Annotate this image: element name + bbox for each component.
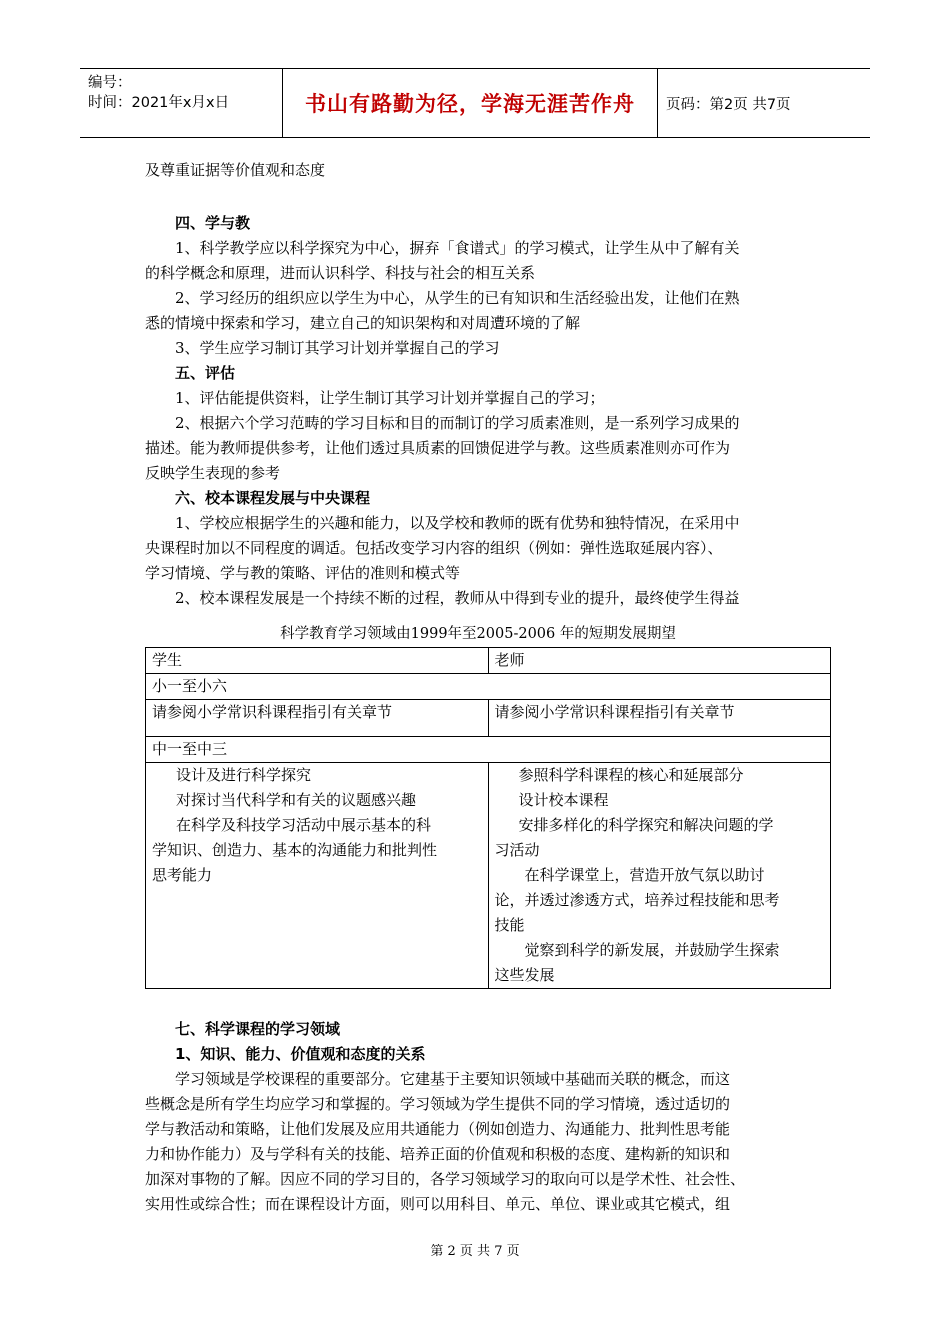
paragraph: 1、科学教学应以科学探究为中心，摒弃「食谱式」的学习模式，让学生从中了解有关	[175, 239, 740, 257]
table-row	[146, 674, 831, 700]
cell-line: 习活动	[494, 841, 540, 859]
paragraph: 实用性或综合性；而在课程设计方面，则可以用科目、单元、单位、课业或其它模式，组	[145, 1195, 731, 1213]
cell-line: 这些发展	[494, 966, 555, 984]
paragraph: 力和协作能力）及与学科有关的技能、培养正面的价值观和积极的态度、建构新的知识和	[145, 1145, 731, 1163]
paragraph: 2、校本课程发展是一个持续不断的过程，教师从中得到专业的提升，最终使学生得益	[175, 589, 740, 607]
header-motto: 书山有路勤为径，学海无涯苦作舟	[282, 69, 658, 137]
table-row	[146, 763, 831, 989]
paragraph: 悉的情境中探索和学习，建立自己的知识架构和对周遭环境的了解	[145, 314, 581, 332]
section-6-heading: 六、校本课程发展与中央课程	[175, 489, 371, 507]
table-row	[146, 700, 831, 737]
paragraph: 学习情境、学与教的策略、评估的准则和模式等	[145, 564, 461, 582]
paragraph: 1、评估能提供资料，让学生制订其学习计划并掌握自己的学习；	[175, 389, 605, 407]
cell-line: 设计校本课程	[518, 791, 609, 809]
cell-line: 思考能力	[152, 866, 213, 884]
paragraph: 描述。能为教师提供参考，让他们透过具质素的回馈促进学与教。这些质素准则亦可作为	[145, 439, 731, 457]
paragraph: 2、根据六个学习范畴的学习目标和目的而制订的学习质素准则，是一系列学习成果的	[175, 414, 740, 432]
section-7-subheading: 1、知识、能力、价值观和态度的关系	[175, 1045, 426, 1063]
header-info	[80, 69, 282, 137]
cell-line: 在科学及科技学习活动中展示基本的科	[176, 816, 432, 834]
paragraph: 央课程时加以不同程度的调适。包括改变学习内容的组织（例如：弹性选取延展内容）、	[145, 539, 723, 557]
paragraph: 1、学校应根据学生的兴趣和能力，以及学校和教师的既有优势和独特情况，在采用中	[175, 514, 740, 532]
cell-line: 参照科学科课程的核心和延展部分	[518, 766, 744, 784]
header-page-label: 页码：第2页 共7页	[666, 96, 791, 113]
column-header-student: 学生	[146, 648, 489, 674]
cell-line: 在科学课堂上，营造开放气氛以助讨	[524, 866, 765, 884]
document-number-label: 编号：	[88, 75, 132, 91]
table-cell-teacher	[488, 763, 831, 989]
column-header-teacher: 老师	[488, 648, 831, 674]
page-header	[80, 68, 870, 138]
section-4-heading: 四、学与教	[175, 214, 251, 232]
table-cell: 请参阅小学常识科课程指引有关章节	[146, 700, 489, 737]
paragraph: 些概念是所有学生均应学习和掌握的。学习领域为学生提供不同的学习情境，透过适切的	[145, 1095, 731, 1113]
cell-line: 安排多样化的科学探究和解决问题的学	[518, 816, 774, 834]
paragraph: 2、学习经历的组织应以学生为中心，从学生的已有知识和生活经验出发，让他们在熟	[175, 289, 740, 307]
document-body	[145, 158, 811, 1217]
paragraph: 学习领域是学校课程的重要部分。它建基于主要知识领域中基础而关联的概念，而这	[175, 1070, 731, 1088]
cell-line: 觉察到科学的新发展，并鼓励学生探索	[524, 941, 780, 959]
cell-line: 学知识、创造力、基本的沟通能力和批判性	[152, 841, 438, 859]
section-5-heading: 五、评估	[175, 364, 236, 382]
document-date-label: 时间：2021年x月x日	[88, 95, 230, 111]
table-cell: 请参阅小学常识科课程指引有关章节	[488, 700, 831, 737]
table-cell-student	[146, 763, 489, 989]
cell-line: 技能	[494, 916, 525, 934]
cell-line: 论，并透过渗透方式，培养过程技能和思考	[494, 891, 780, 909]
table-row	[146, 648, 831, 674]
cell-line: 设计及进行科学探究	[176, 766, 312, 784]
band-secondary: 中一至中三	[146, 737, 831, 763]
paragraph: 的科学概念和原理，进而认识科学、科技与社会的相互关系	[145, 264, 536, 282]
development-table	[145, 647, 831, 989]
paragraph: 学与教活动和策略，让他们发展及应用共通能力（例如创造力、沟通能力、批判性思考能	[145, 1120, 731, 1138]
cell-line: 对探讨当代科学和有关的议题感兴趣	[176, 791, 417, 809]
band-primary: 小一至小六	[146, 674, 831, 700]
section-7-heading: 七、科学课程的学习领域	[175, 1020, 341, 1038]
table-caption: 科学教育学习领域由1999年至2005-2006 年的短期发展期望	[280, 626, 676, 642]
continuation-text: 及尊重证据等价值观和态度	[145, 161, 326, 179]
paragraph: 反映学生表现的参考	[145, 464, 281, 482]
paragraph: 加深对事物的了解。因应不同的学习目的，各学习领域学习的取向可以是学术性、社会性、	[145, 1170, 746, 1188]
page-footer: 第 2 页 共 7 页	[430, 1244, 520, 1259]
table-row	[146, 737, 831, 763]
paragraph: 3、学生应学习制订其学习计划并掌握自己的学习	[175, 339, 500, 357]
